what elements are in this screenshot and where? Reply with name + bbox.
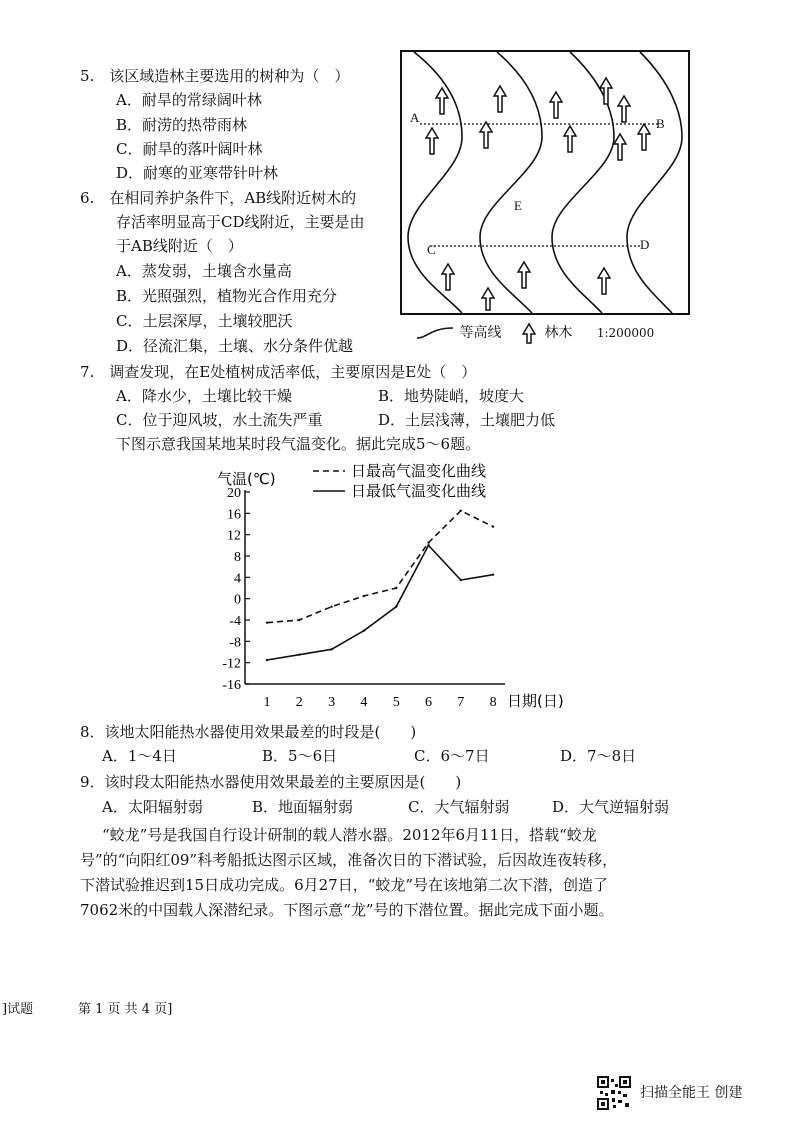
- tree-icon: [614, 134, 626, 160]
- q8-stem: 8．该地太阳能热水器使用效果最差的时段是( ): [80, 723, 417, 741]
- data-point: [363, 629, 365, 631]
- y-tick-label: 8: [234, 550, 241, 565]
- q9-option-d: D．大气逆辐射弱: [552, 798, 670, 816]
- y-tick-label: -4: [229, 614, 241, 629]
- temperature-chart-svg: [205, 462, 564, 714]
- legend-label: 日最低气温变化曲线: [351, 482, 487, 500]
- chart-intro: 下图示意我国某地某时段气温变化。据此完成5～6题。: [116, 435, 481, 453]
- data-point: [395, 587, 397, 589]
- map-legend: [415, 322, 654, 344]
- x-tick-label: 6: [425, 695, 432, 710]
- q7-option-a: A．降水少，土壤比较干燥: [116, 387, 292, 405]
- x-axis-label: 日期(日): [507, 692, 564, 710]
- legend-contour-label: 等高线: [459, 325, 502, 341]
- contour-line-4: [627, 52, 682, 313]
- map-label-c: C: [427, 242, 436, 257]
- y-tick-label: -8: [229, 635, 241, 651]
- q5-stem: 5. 该区域造林主要选用的树种为（ ）: [80, 67, 350, 85]
- tree-icon: [550, 92, 562, 118]
- series-line: [267, 545, 493, 660]
- contour-map-drawing: [402, 52, 688, 313]
- tree-icon: [494, 86, 506, 112]
- q9-option-a: A．太阳辐射弱: [102, 798, 203, 816]
- tree-icon: [618, 96, 630, 122]
- data-point: [460, 509, 462, 511]
- tree-icon: [598, 268, 610, 294]
- map-label-a: A: [410, 110, 420, 125]
- legend-forest-label: 林木: [544, 325, 573, 341]
- data-point: [298, 619, 300, 621]
- forest-legend-icon: [518, 322, 540, 344]
- footer-page: 第 1 页 共 4 页]: [78, 1002, 173, 1017]
- x-tick-label: 2: [295, 695, 303, 710]
- footer-left: ]试题: [2, 1002, 34, 1017]
- tree-icon: [480, 122, 492, 148]
- y-tick-label: -12: [222, 656, 241, 672]
- q9-option-b: B．地面辐射弱: [252, 798, 354, 816]
- map-scale: 1:200000: [596, 326, 655, 340]
- q7-option-c: C．位于迎风坡，水土流失严重: [116, 411, 323, 429]
- data-point: [427, 544, 429, 546]
- x-tick-label: 7: [457, 695, 465, 710]
- legend-label: 日最高气温变化曲线: [351, 462, 487, 480]
- q6-option-a: A．蒸发弱，土壤含水量高: [116, 262, 292, 280]
- data-point: [330, 605, 332, 607]
- q8-option-d: D．7～8日: [560, 747, 637, 765]
- q8-option-b: B．5～6日: [262, 747, 338, 765]
- q5-option-b: B．耐涝的热带雨林: [116, 116, 248, 134]
- data-point: [363, 595, 365, 597]
- contour-legend-icon: [415, 324, 455, 342]
- data-point: [298, 653, 300, 655]
- data-point: [266, 659, 268, 661]
- q8-option-c: C．6～7日: [414, 747, 490, 765]
- q6-option-b: B．光照强烈，植物光合作用充分: [116, 287, 338, 305]
- q6-option-c: C．土层深厚，土壤较肥沃: [116, 312, 293, 330]
- q5-option-a: A．耐旱的常绿阔叶林: [116, 91, 262, 109]
- y-tick-label: 20: [227, 486, 241, 501]
- data-point: [395, 605, 397, 607]
- tree-icon: [518, 262, 530, 288]
- data-point: [460, 579, 462, 581]
- q7-stem: 7. 调查发现，在E处植树成活率低，主要原因是E处（ ）: [80, 363, 477, 381]
- data-point: [330, 648, 332, 650]
- q5-option-c: C．耐旱的落叶阔叶林: [116, 140, 263, 158]
- x-tick-label: 1: [263, 695, 271, 710]
- q9-stem: 9．该时段太阳能热水器使用效果最差的主要原因是( ): [80, 773, 462, 791]
- tree-icon: [442, 264, 454, 290]
- y-tick-label: 4: [234, 571, 241, 587]
- y-tick-label: 16: [227, 507, 241, 523]
- contour-line-2: [480, 52, 542, 313]
- x-tick-label: 5: [392, 695, 400, 710]
- tree-icon: [426, 128, 438, 154]
- data-point: [427, 541, 429, 543]
- y-tick-label: 0: [234, 592, 241, 608]
- tree-icon: [436, 88, 448, 114]
- q6-option-d: D．径流汇集，土壤、水分条件优越: [116, 337, 354, 355]
- y-axis-label: 气温(℃): [217, 470, 276, 488]
- contour-map: [400, 50, 690, 315]
- tree-icon: [482, 288, 494, 310]
- data-point: [492, 525, 494, 527]
- scanner-watermark: 扫描全能王 创建: [640, 1085, 743, 1101]
- q6-stem-line2: 存活率明显高于CD线附近，主要是由: [116, 213, 365, 231]
- x-tick-label: 8: [489, 695, 497, 710]
- series-line: [267, 511, 493, 623]
- temperature-chart: [205, 462, 564, 718]
- passage-line-2: 号”的“向阳红09”科考船抵达图示区域，准备次日的下潜试验，后因故连夜转移，: [80, 851, 618, 869]
- q7-option-b: B．地势陡峭，坡度大: [378, 387, 525, 405]
- tree-icon: [638, 124, 650, 150]
- y-tick-label: -16: [222, 678, 241, 693]
- q8-option-a: A．1～4日: [102, 747, 177, 765]
- tree-icon: [564, 126, 576, 152]
- q9-option-c: C．大气辐射弱: [408, 798, 510, 816]
- q6-stem-line3: 于AB线附近（ ）: [116, 237, 243, 255]
- data-point: [266, 621, 268, 623]
- y-tick-label: 12: [227, 528, 241, 544]
- passage-line-4: 7062米的中国载人深潜纪录。下图示意“龙”号的下潜位置。据此完成下面小题。: [80, 901, 614, 919]
- passage-line-3: 下潜试验推迟到15日成功完成。6月27日，“蛟龙”号在该地第二次下潜，创造了: [80, 876, 609, 894]
- map-label-d: D: [640, 237, 650, 252]
- data-point: [492, 573, 494, 575]
- passage-line-1: “蛟龙”号是我国自行设计研制的载人潜水器。2012年6月11日，搭载“蛟龙: [102, 826, 597, 844]
- qr-code-icon: [597, 1076, 631, 1110]
- q5-option-d: D．耐寒的亚寒带针叶林: [116, 164, 279, 182]
- map-label-b: B: [656, 116, 665, 131]
- q6-stem-line1: 6. 在相同养护条件下，AB线附近树木的: [80, 189, 357, 207]
- q7-option-d: D．土层浅薄，土壤肥力低: [378, 411, 556, 429]
- x-tick-label: 4: [360, 695, 368, 710]
- x-tick-label: 3: [328, 695, 336, 710]
- map-label-e: E: [514, 198, 522, 213]
